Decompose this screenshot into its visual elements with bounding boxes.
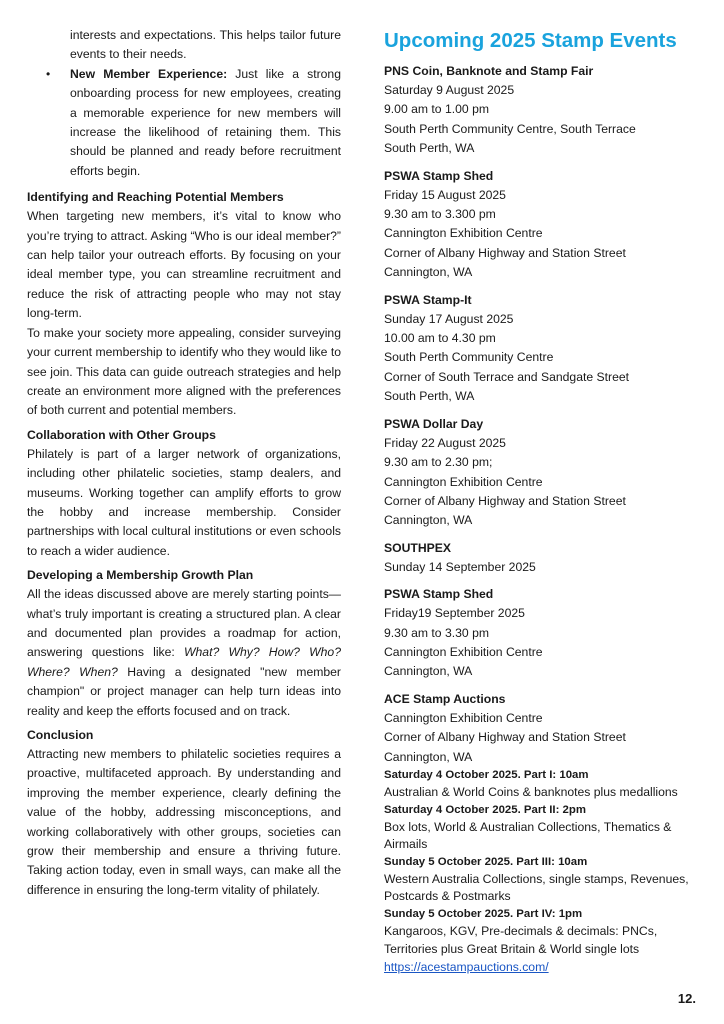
- event-block: [384, 585, 704, 682]
- event-detail-line: Cannington Exhibition Centre: [384, 474, 543, 489]
- event-name: SOUTHPEX: [384, 540, 452, 555]
- event-detail-line: Friday 15 August 2025: [384, 187, 506, 202]
- event-detail-line: Saturday 9 August 2025: [384, 83, 515, 97]
- event-block: [384, 167, 704, 283]
- event-detail-line: South Perth Community Centre: [384, 350, 554, 365]
- bullet-dot-icon: •: [46, 66, 51, 81]
- intro-paragraph: interests and expectations. This helps tailor future events to their needs.: [70, 28, 341, 62]
- event-address: Corner of Albany Highway and Station Street: [384, 730, 626, 745]
- auction-part-1: [384, 767, 704, 802]
- event-detail-line: Corner of South Terrace and Sandgate Street: [384, 369, 630, 384]
- auction-part-description: Kangaroos, KGV, Pre-decimals & decimals: PNCs, Territories plus Great Britain & World single lots: [384, 923, 658, 956]
- auction-part-description: Western Australia Collections, single stamps, Revenues, Postcards & Postmarks: [384, 871, 689, 904]
- page-number: 12.: [677, 991, 696, 1006]
- paragraph-identifying-2: To make your society more appealing, consider surveying your current membership to identify who they would like to see join. This data can guide outreach strategies and help create an environment more aligned with the preferences of both current and potential members.: [27, 325, 341, 418]
- heading-collaboration: Collaboration with Other Groups: [27, 427, 216, 442]
- event-ace-auctions: [384, 690, 704, 976]
- events-title: Upcoming 2025 Stamp Events: [384, 29, 677, 52]
- event-detail-line: Sunday 17 August 2025: [384, 311, 514, 326]
- event-detail-line: Cannington, WA: [384, 664, 473, 679]
- heading-growth-plan: Developing a Membership Growth Plan: [27, 568, 254, 583]
- event-name: PNS Coin, Banknote and Stamp Fair: [384, 64, 594, 78]
- event-name: PSWA Stamp-It: [384, 292, 472, 307]
- event-detail-line: Friday 22 August 2025: [384, 435, 506, 450]
- event-block: [384, 415, 704, 531]
- event-suburb: Cannington, WA: [384, 749, 473, 764]
- events-list: [384, 62, 704, 682]
- event-detail-line: South Perth Community Centre, South Terrace: [384, 121, 636, 136]
- paragraph-collaboration: Philately is part of a larger network of organizations, including other philatelic societies, stamp dealers, and museums. Working together can amplify efforts to grow the hobby and increase membership. Consider partnerships with local cultural institutions or even schools to reach a wider audience.: [27, 446, 341, 558]
- event-detail-line: Corner of Albany Highway and Station Street: [384, 493, 626, 508]
- bullet-paragraph: [70, 65, 341, 181]
- event-detail-line: 9.30 am to 3.300 pm: [384, 207, 496, 222]
- auction-part-description: Box lots, World & Australian Collections, Thematics & Airmails: [384, 819, 672, 852]
- left-column: [27, 26, 341, 900]
- event-detail-line: 9.30 am to 3.30 pm: [384, 625, 490, 640]
- growth-plan-text-b: Having a designated "new member champion" or project manager can help turn ideas into reality and keep the efforts focused and on track.: [27, 664, 341, 718]
- event-block: [384, 539, 704, 577]
- event-name: ACE Stamp Auctions: [384, 691, 506, 706]
- event-name: PSWA Stamp Shed: [384, 587, 494, 602]
- growth-plan-questions: What? Why? How? Who? Where? When?: [27, 645, 341, 679]
- growth-plan-text-a: All the ideas discussed above are merely starting points—what’s truly important is creating a structured plan. A clear and documented plan provides a roadmap for action, answering questions like:: [27, 587, 341, 660]
- event-detail-line: 10.00 am to 4.30 pm: [384, 331, 496, 346]
- auction-part-heading: Saturday 4 October 2025. Part I: 10am: [384, 768, 589, 781]
- event-block: [384, 62, 704, 159]
- auction-part-4: [384, 906, 704, 958]
- event-name: PSWA Stamp Shed: [384, 168, 494, 183]
- bullet-new-member-experience: [46, 65, 341, 181]
- auction-part-heading: Sunday 5 October 2025. Part III: 10am: [384, 855, 588, 868]
- event-detail-line: Cannington, WA: [384, 513, 473, 528]
- auction-part-heading: Sunday 5 October 2025. Part IV: 1pm: [384, 907, 583, 920]
- auction-part-2: [384, 802, 704, 854]
- event-venue: Cannington Exhibition Centre: [384, 710, 543, 725]
- event-block: [384, 291, 704, 407]
- auction-part-heading: Saturday 4 October 2025. Part II: 2pm: [384, 803, 586, 816]
- heading-conclusion: Conclusion: [27, 728, 94, 742]
- paragraph-identifying-1: When targeting new members, it’s vital to know who you’re trying to attract. Asking “Who is our ideal member?” can help tailor your outreach efforts. By focusing on your ideal member type, you can streamline recruitment and reduce the risk of attracting people who may not stay long-term.: [27, 209, 341, 321]
- heading-identifying-members: Identifying and Reaching Potential Members: [27, 190, 284, 205]
- event-detail-line: 9.00 am to 1.00 pm: [384, 102, 490, 117]
- auction-part-description: Australian & World Coins & banknotes plus medallions: [384, 784, 678, 799]
- event-detail-line: Cannington Exhibition Centre: [384, 644, 543, 659]
- event-detail-line: Cannington, WA: [384, 265, 473, 280]
- bullet-label: New Member Experience:: [70, 66, 228, 81]
- right-column: [384, 28, 704, 984]
- event-detail-line: Cannington Exhibition Centre: [384, 226, 543, 241]
- event-detail-line: 9.30 am to 2.30 pm;: [384, 455, 493, 470]
- auction-part-3: [384, 854, 704, 906]
- bullet-text: Just like a strong onboarding process for new employees, creating a memorable experience for new members will increase the likelihood of retaining them. This should be planned and ready before recruitment efforts begin.: [70, 66, 341, 178]
- event-detail-line: Friday19 September 2025: [384, 606, 525, 621]
- paragraph-conclusion: Attracting new members to philatelic societies requires a proactive, multifaceted approach. By understanding and improving the member experience, clearly defining the value of the hobby, addressing misconceptions, and working collaboratively with other groups, societies can grow their membership and ensure a thriving future. Taking action today, even in small ways, can make all the difference in ensuring the long-term vitality of philately.: [27, 747, 341, 897]
- event-detail-line: Corner of Albany Highway and Station Street: [384, 245, 626, 260]
- event-detail-line: Sunday 14 September 2025: [384, 559, 536, 574]
- ace-website-link[interactable]: https://acestampauctions.com/: [384, 960, 549, 975]
- event-detail-line: South Perth, WA: [384, 141, 475, 156]
- paragraph-growth-plan: [27, 585, 341, 721]
- event-detail-line: South Perth, WA: [384, 389, 475, 404]
- event-name: PSWA Dollar Day: [384, 416, 484, 431]
